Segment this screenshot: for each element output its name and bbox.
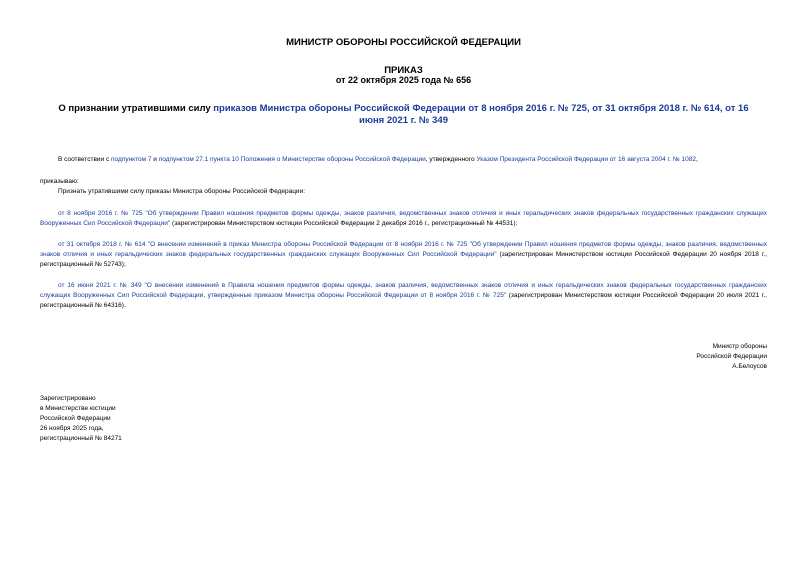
registration-number: регистрационный № 84271	[40, 435, 122, 442]
issuer-heading: МИНИСТР ОБОРОНЫ РОССИЙСКОЙ ФЕДЕРАЦИИ	[286, 37, 521, 48]
signature-block	[696, 342, 767, 372]
signature-name: А.Белоусов	[732, 363, 767, 370]
list-item-3	[40, 281, 767, 311]
order-word: приказываю:	[40, 178, 79, 185]
list-item-2	[40, 240, 767, 270]
subparagraph-7-link[interactable]: подпунктом 7	[111, 156, 152, 163]
title-plain-text: О признании утратившими силу	[58, 103, 214, 114]
title-orders-link[interactable]: приказов Министра обороны Российской Федерации от 8 ноября 2016 г. № 725, от 31 октября 2018 г. № 614, от 16 июня 2021 г. № 349	[213, 103, 749, 126]
preamble-text-4: ,	[695, 156, 698, 163]
doc-type-heading: ПРИКАЗ	[384, 65, 423, 76]
order-349-link[interactable]: от 16 июня 2021 г. № 349 "О внесении изменений в Правила ношения предметов формы одежды, знаков различия, ведомственных знаков отличия и иных геральдических знаков федеральных государственных гражданских служащих Вооруженных Сил Российской Федерации, утвержденные приказом Министра обороны Российской Федерации от 8 ноября 2016 г. № 725"	[40, 282, 767, 299]
preamble-text-1: В соответствии с	[58, 156, 112, 163]
list-item-1-registration: (зарегистрирован Министерством юстиции Российской Федерации 2 декабря 2016 г., регистрационный № 44531);	[170, 220, 518, 227]
signature-organization: Российской Федерации	[696, 353, 767, 360]
order-614-link[interactable]: от 31 октября 2018 г. № 614 "О внесении изменений в приказ Министра обороны Российской Федерации от 8 ноября 2016 г. № 725 "Об утверждении Правил ношения предметов формы одежды, знаков различия, ведомственных знаков отличия и иных геральдических знаков федеральных государственных гражданских служащих Вооруженных Сил Российской Федерации"	[40, 241, 767, 258]
preamble-text-3: , утвержденного	[425, 156, 477, 163]
preamble-text-2: и	[151, 156, 159, 163]
list-item-3-registration: (зарегистрирован Министерством юстиции Российской Федерации 20 июля 2021 г., регистрационный № 64316).	[40, 292, 767, 309]
preamble-paragraph	[40, 155, 767, 165]
list-item-2-registration: (зарегистрирован Министерством юстиции Российской Федерации 20 ноября 2018 г., регистрационный № 52743);	[40, 251, 768, 268]
regulation-link[interactable]: подпунктом 27.1 пункта 10 Положения о Министерстве обороны Российской Федерации	[158, 156, 426, 163]
date-number-heading: от 22 октября 2025 года № 656	[335, 75, 472, 85]
registration-line-1: Зарегистрировано	[40, 395, 96, 402]
registration-line-3: Российской Федерации	[40, 415, 111, 422]
signature-position: Министр обороны	[712, 343, 767, 350]
order-725-link[interactable]: от 8 ноября 2016 г. № 725 "Об утверждении Правил ношения предметов формы одежды, знаков различия, ведомственных знаков отличия и иных геральдических знаков федеральных государственных гражданских служащих Вооруженных Сил Российской Федерации"	[40, 210, 767, 227]
recognize-paragraph: Признать утратившими силу приказы Министра обороны Российской Федерации:	[58, 188, 306, 195]
list-item-1	[40, 209, 767, 229]
document-title	[46, 103, 761, 127]
registration-line-2: в Министерстве юстиции	[40, 405, 116, 412]
presidential-decree-link[interactable]: Указом Президента Российской Федерации от 16 августа 2004 г. № 1082	[476, 156, 696, 163]
registration-block	[40, 394, 122, 444]
registration-date: 26 ноября 2025 года,	[40, 425, 104, 432]
